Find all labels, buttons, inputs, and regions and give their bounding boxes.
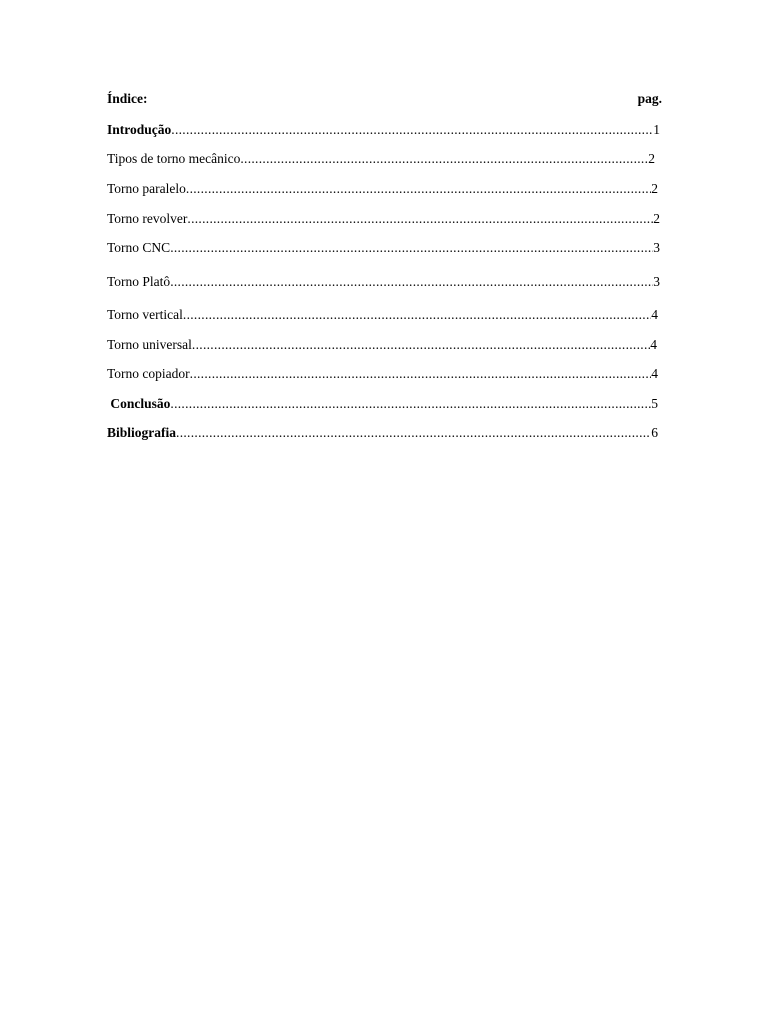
dot-leader: [183, 307, 651, 323]
dot-leader: [171, 122, 653, 138]
toc-entry-title: Torno vertical: [107, 307, 183, 322]
toc-entry-page: 2: [648, 151, 655, 166]
toc-entry-torno-paralelo: [107, 181, 658, 199]
toc-entry-title: Torno Platô: [107, 274, 171, 289]
dot-leader: [170, 396, 651, 412]
toc-entry-page: 3: [653, 274, 660, 289]
toc-entry-page: 3: [653, 240, 660, 255]
toc-entry-title: Torno copiador: [107, 366, 190, 381]
dot-leader: [170, 240, 653, 256]
toc-entry-title: Bibliografia: [107, 425, 177, 440]
dot-leader: [170, 274, 653, 290]
dot-leader: [240, 151, 648, 167]
toc-entry-title: Torno paralelo: [107, 181, 186, 196]
toc-entry-torno-plato: [107, 274, 660, 292]
dot-leader: [192, 337, 650, 353]
toc-entry-page: 2: [651, 181, 658, 196]
dot-leader: [187, 211, 653, 227]
toc-header: [107, 91, 662, 111]
toc-entry-title: Introdução: [107, 122, 172, 137]
toc-entry-page: 2: [653, 211, 660, 226]
toc-entry-torno-copiador: [107, 366, 658, 384]
toc-entry-title: Tipos de torno mecânico: [107, 151, 241, 166]
toc-heading: Índice:: [107, 91, 148, 106]
toc-entry-page: 6: [651, 425, 658, 440]
toc-entry-torno-universal: [107, 337, 657, 355]
toc-entry-introducao: [107, 122, 660, 140]
toc-entry-page: 1: [653, 122, 660, 137]
toc-entry-title: Conclusão: [107, 396, 171, 411]
page-column-label: pag.: [637, 91, 662, 106]
dot-leader: [186, 181, 651, 197]
toc-entry-conclusao: [107, 396, 658, 414]
toc-entry-page: 4: [651, 366, 658, 381]
dot-leader: [176, 425, 651, 441]
toc-entry-page: 4: [650, 337, 657, 352]
toc-entry-title: Torno CNC: [107, 240, 171, 255]
toc-entry-torno-cnc: [107, 240, 660, 258]
toc-entry-page: 5: [651, 396, 658, 411]
toc-entry-bibliografia: [107, 425, 658, 443]
toc-entry-torno-revolver: [107, 211, 660, 229]
dot-leader: [190, 366, 652, 382]
toc-entry-page: 4: [651, 307, 658, 322]
toc-entry-title: Torno universal: [107, 337, 192, 352]
toc-entry-tipos-de-torno: [107, 151, 655, 169]
toc-entry-torno-vertical: [107, 307, 658, 325]
toc-entry-title: Torno revolver: [107, 211, 188, 226]
